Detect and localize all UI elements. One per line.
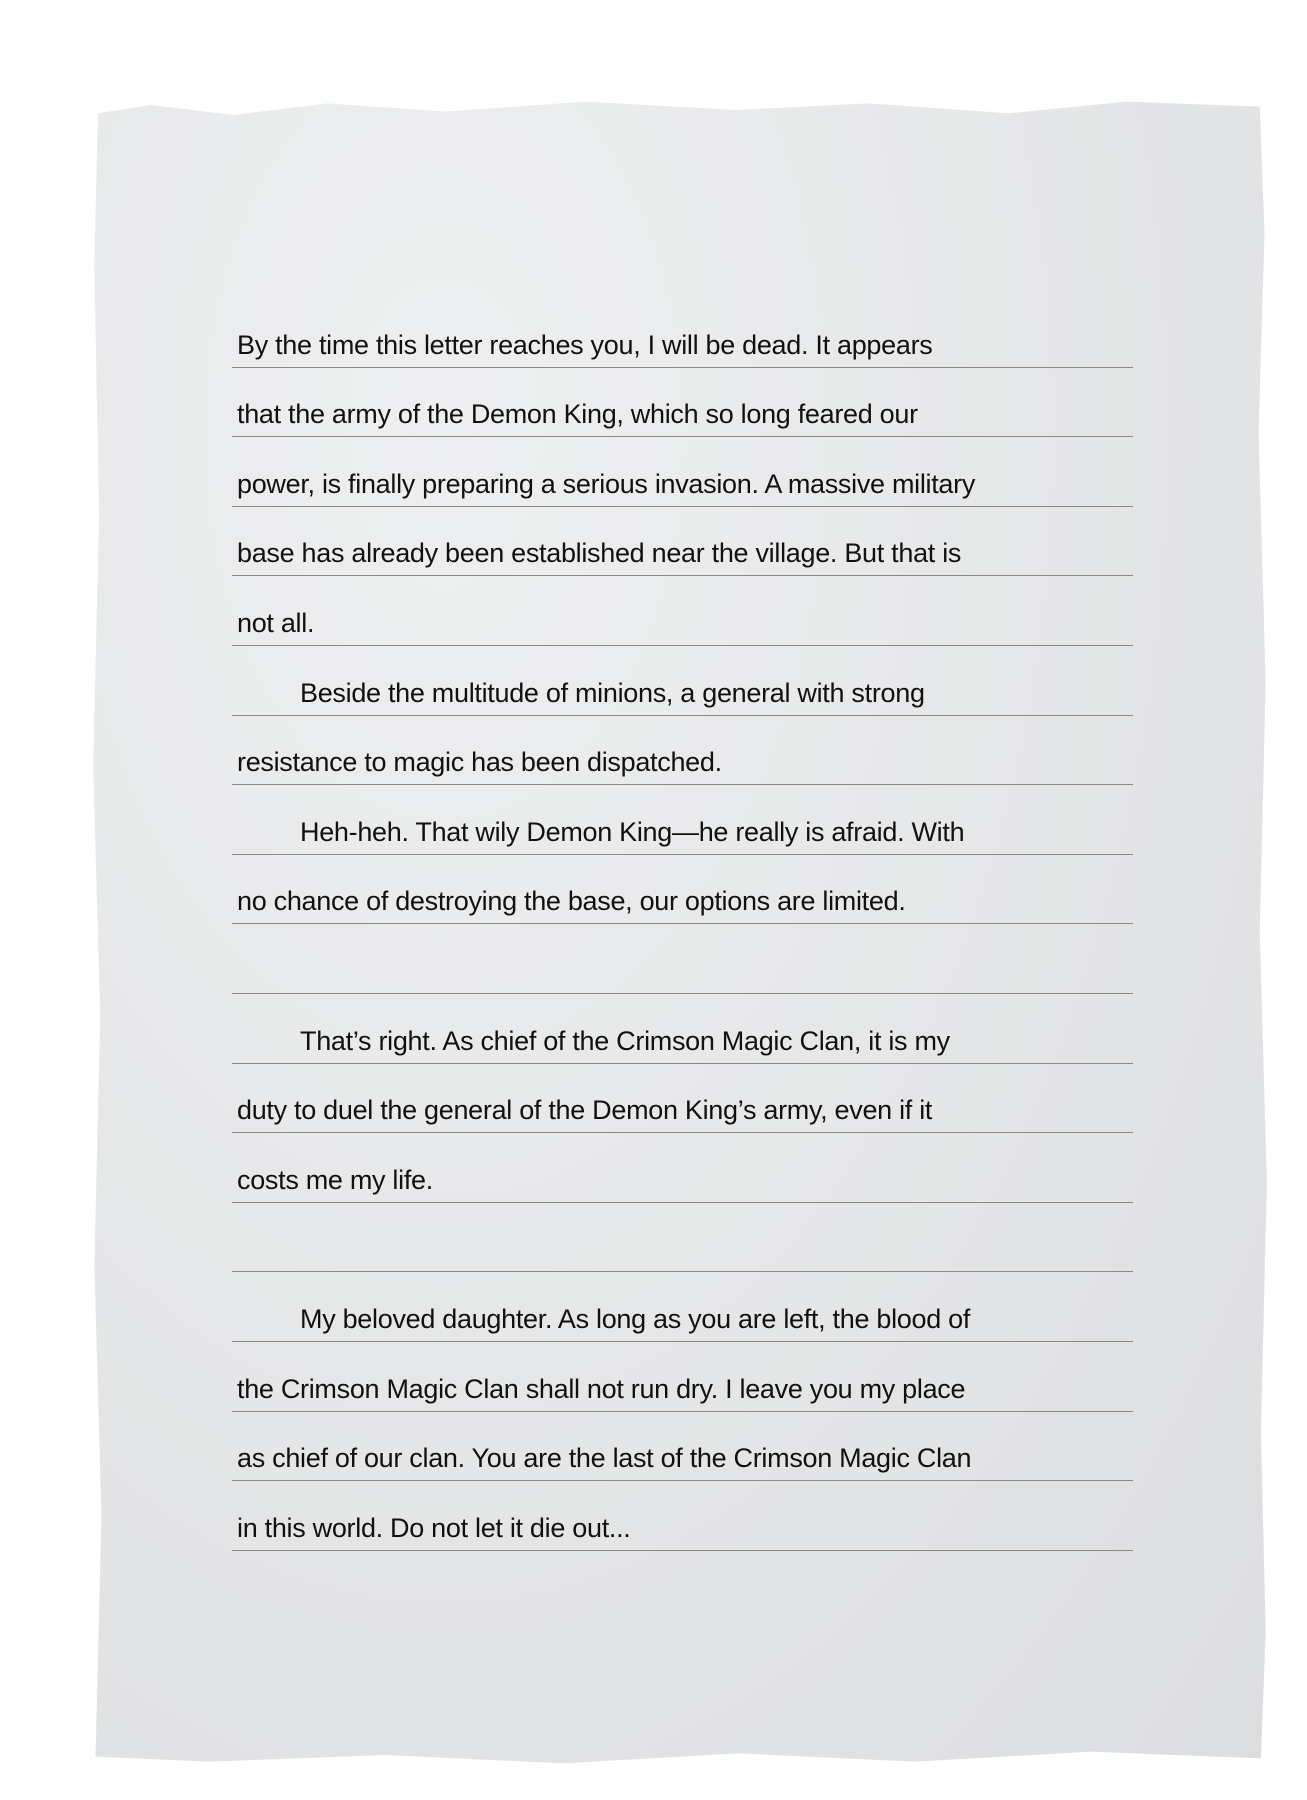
- letter-line: [232, 1272, 1133, 1342]
- letter-line-text: that the army of the Demon King, which so long feared our: [237, 399, 918, 430]
- letter-line-text: in this world. Do not let it die out...: [237, 1512, 631, 1543]
- letter-line: [232, 1412, 1133, 1482]
- letter-line-text: Beside the multitude of minions, a general with strong: [300, 677, 925, 708]
- letter-line: [232, 1133, 1133, 1203]
- letter-body: [232, 298, 1133, 1551]
- letter-line: [232, 646, 1133, 716]
- letter-line-text: resistance to magic has been dispatched.: [237, 747, 722, 778]
- letter-line: [232, 1342, 1133, 1412]
- letter-line: [232, 576, 1133, 646]
- letter-line: [232, 785, 1133, 855]
- letter-line-text: the Crimson Magic Clan shall not run dry. I leave you my place: [237, 1373, 966, 1404]
- letter-line-text: as chief of our clan. You are the last of the Crimson Magic Clan: [237, 1443, 972, 1474]
- letter-line: [232, 1481, 1133, 1551]
- letter-line: [232, 507, 1133, 577]
- letter-line-text: not all.: [237, 607, 315, 638]
- letter-line: [232, 1203, 1133, 1273]
- letter-line-text: costs me my life.: [237, 1164, 433, 1195]
- letter-line-text: My beloved daughter. As long as you are left, the blood of: [300, 1303, 971, 1334]
- letter-line-text: By the time this letter reaches you, I will be dead. It appears: [237, 329, 933, 360]
- letter-line-text: no chance of destroying the base, our options are limited.: [237, 886, 906, 917]
- letter-line-text: base has already been established near the village. But that is: [237, 538, 962, 569]
- letter-line-text: That’s right. As chief of the Crimson Magic Clan, it is my: [300, 1025, 950, 1056]
- letter-line: [232, 368, 1133, 438]
- letter-line-text: power, is finally preparing a serious invasion. A massive military: [237, 468, 976, 499]
- letter-line: [232, 924, 1133, 994]
- letter-line: [232, 437, 1133, 507]
- letter-line-text: Heh-heh. That wily Demon King—he really is afraid. With: [300, 816, 965, 847]
- letter-line: [232, 855, 1133, 925]
- letter-line: [232, 298, 1133, 368]
- letter-line: [232, 716, 1133, 786]
- letter-line-text: duty to duel the general of the Demon King’s army, even if it: [237, 1095, 933, 1126]
- letter-line: [232, 1064, 1133, 1134]
- letter-line: [232, 994, 1133, 1064]
